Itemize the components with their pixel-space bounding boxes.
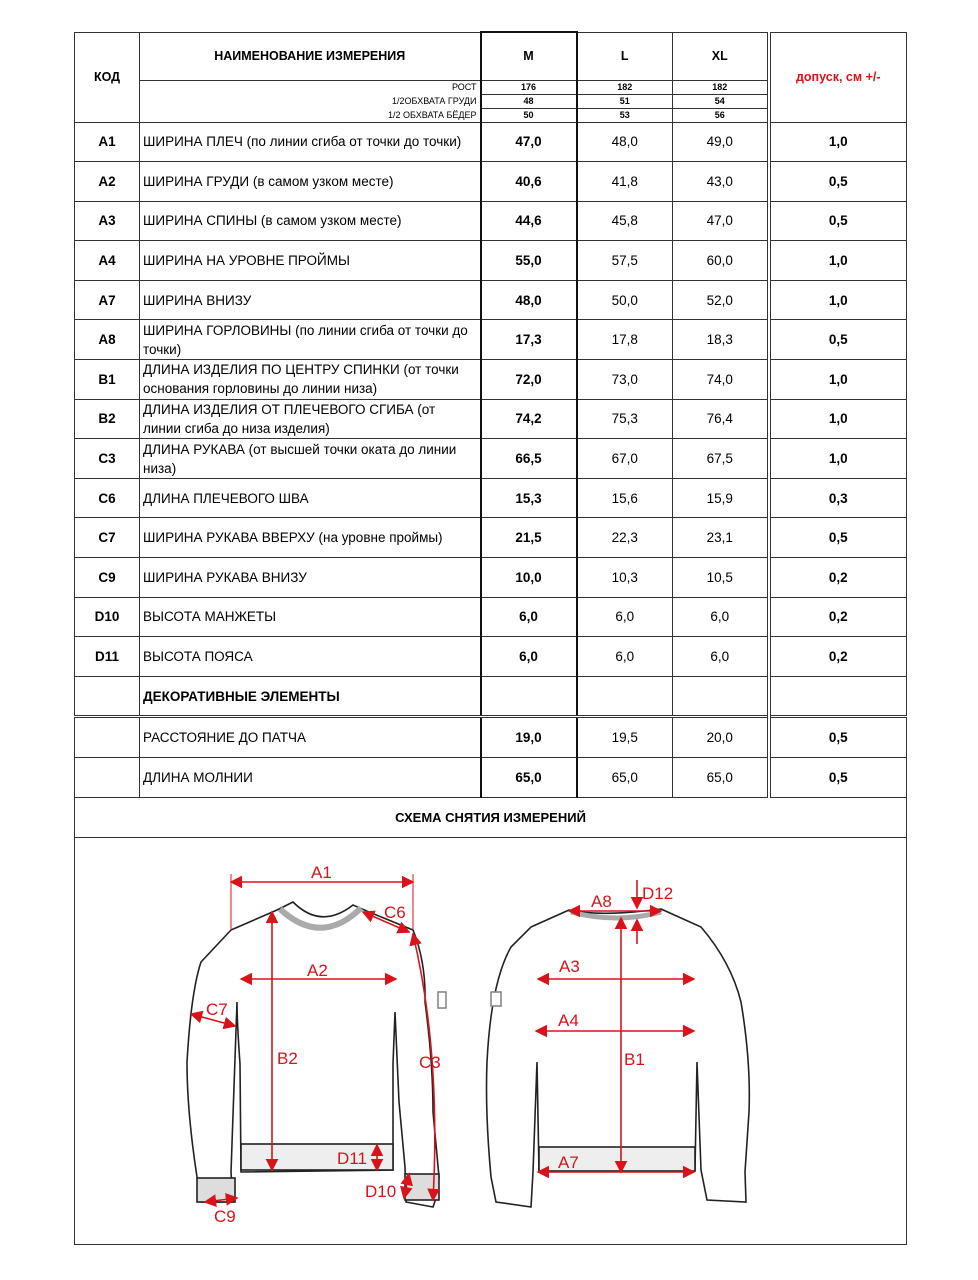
row-code: C7	[75, 518, 140, 558]
table-row	[75, 162, 907, 202]
table-row	[75, 597, 907, 637]
value-m: 17,3	[481, 320, 577, 360]
value-m: 6,0	[481, 597, 577, 637]
row-name: ШИРИНА СПИНЫ (в самом узком месте)	[140, 201, 481, 241]
scheme-title: СХЕМА СНЯТИЯ ИЗМЕРЕНИЙ	[75, 797, 907, 837]
param-value: 56	[673, 108, 769, 122]
value-xl: 23,1	[673, 518, 769, 558]
row-name: ДЛИНА ИЗДЕЛИЯ ПО ЦЕНТРУ СПИНКИ (от точки основания горловины до линии низа)	[140, 360, 481, 400]
row-name: ШИРИНА РУКАВА ВВЕРХУ (на уровне проймы)	[140, 518, 481, 558]
row-name: РАССТОЯНИЕ ДО ПАТЧА	[140, 717, 481, 758]
header-tolerance: допуск, см +/-	[769, 32, 907, 122]
value-xl: 43,0	[673, 162, 769, 202]
param-value: 176	[481, 80, 577, 94]
tolerance-value	[769, 676, 907, 717]
value-m	[481, 676, 577, 717]
value-l: 22,3	[577, 518, 673, 558]
value-xl: 76,4	[673, 399, 769, 439]
tolerance-value: 0,5	[769, 201, 907, 241]
tolerance-value: 0,3	[769, 478, 907, 518]
table-row	[75, 360, 907, 400]
label-b1: B1	[624, 1049, 645, 1069]
row-name: ДЛИНА ИЗДЕЛИЯ ОТ ПЛЕЧЕВОГО СГИБА (от линии сгиба до низа изделия)	[140, 399, 481, 439]
label-a4: A4	[558, 1010, 579, 1030]
tolerance-value: 1,0	[769, 399, 907, 439]
measurement-diagram	[75, 837, 907, 1244]
value-m: 48,0	[481, 280, 577, 320]
table-row	[75, 518, 907, 558]
value-l: 50,0	[577, 280, 673, 320]
value-xl: 52,0	[673, 280, 769, 320]
value-m: 40,6	[481, 162, 577, 202]
label-c7: C7	[206, 999, 228, 1019]
param-value: 182	[673, 80, 769, 94]
table-row	[75, 478, 907, 518]
measurement-table	[74, 31, 907, 1245]
value-l: 41,8	[577, 162, 673, 202]
row-name: ДЛИНА РУКАВА (от высшей точки оката до линии низа)	[140, 439, 481, 479]
value-l: 6,0	[577, 597, 673, 637]
row-name: ШИРИНА РУКАВА ВНИЗУ	[140, 558, 481, 598]
size-spec-sheet	[74, 31, 906, 1245]
table-row	[75, 241, 907, 281]
header-size-xl: XL	[673, 32, 769, 80]
value-m: 47,0	[481, 122, 577, 162]
row-code: D10	[75, 597, 140, 637]
value-l: 6,0	[577, 637, 673, 677]
tolerance-value: 0,2	[769, 558, 907, 598]
value-m: 65,0	[481, 758, 577, 798]
value-l: 65,0	[577, 758, 673, 798]
sweatshirt-diagram	[75, 838, 905, 1241]
value-m: 44,6	[481, 201, 577, 241]
label-a2: A2	[307, 960, 328, 980]
row-code: A1	[75, 122, 140, 162]
table-row	[75, 280, 907, 320]
value-l: 19,5	[577, 717, 673, 758]
param-value: 48	[481, 94, 577, 108]
row-name: ВЫСОТА ПОЯСА	[140, 637, 481, 677]
label-d10: D10	[365, 1181, 397, 1201]
tolerance-value: 0,5	[769, 518, 907, 558]
value-xl: 6,0	[673, 597, 769, 637]
header-name: НАИМЕНОВАНИЕ ИЗМЕРЕНИЯ	[140, 32, 481, 80]
value-xl: 15,9	[673, 478, 769, 518]
value-xl: 49,0	[673, 122, 769, 162]
label-d12: D12	[642, 883, 674, 903]
table-row	[75, 399, 907, 439]
tolerance-value: 0,2	[769, 597, 907, 637]
row-code: A3	[75, 201, 140, 241]
param-value: 50	[481, 108, 577, 122]
row-code: C6	[75, 478, 140, 518]
value-m: 10,0	[481, 558, 577, 598]
row-code: C9	[75, 558, 140, 598]
value-l: 67,0	[577, 439, 673, 479]
label-a7: A7	[558, 1152, 579, 1172]
label-c6: C6	[384, 902, 406, 922]
label-c3: C3	[419, 1052, 441, 1072]
label-c9: C9	[214, 1206, 236, 1226]
header-size-m: M	[481, 32, 577, 80]
row-code	[75, 758, 140, 798]
value-xl	[673, 676, 769, 717]
value-xl: 60,0	[673, 241, 769, 281]
row-code: A7	[75, 280, 140, 320]
value-xl: 65,0	[673, 758, 769, 798]
table-row	[75, 320, 907, 360]
row-code: B1	[75, 360, 140, 400]
table-row	[75, 201, 907, 241]
param-label: 1/2ОБХВАТА ГРУДИ	[140, 94, 481, 108]
table-row	[75, 122, 907, 162]
row-code: C3	[75, 439, 140, 479]
value-m: 74,2	[481, 399, 577, 439]
value-l: 73,0	[577, 360, 673, 400]
value-m: 72,0	[481, 360, 577, 400]
tolerance-value: 0,5	[769, 162, 907, 202]
value-l: 75,3	[577, 399, 673, 439]
value-xl: 18,3	[673, 320, 769, 360]
row-name: ШИРИНА ГРУДИ (в самом узком месте)	[140, 162, 481, 202]
row-code: B2	[75, 399, 140, 439]
label-a3: A3	[559, 956, 580, 976]
param-label: РОСТ	[140, 80, 481, 94]
value-l: 45,8	[577, 201, 673, 241]
value-xl: 10,5	[673, 558, 769, 598]
label-d11: D11	[337, 1148, 367, 1168]
table-row	[75, 637, 907, 677]
header-size-l: L	[577, 32, 673, 80]
value-xl: 74,0	[673, 360, 769, 400]
label-b2: B2	[277, 1048, 298, 1068]
param-value: 54	[673, 94, 769, 108]
row-code	[75, 676, 140, 717]
row-name: ШИРИНА ПЛЕЧ (по линии сгиба от точки до точки)	[140, 122, 481, 162]
row-code: A2	[75, 162, 140, 202]
value-l: 15,6	[577, 478, 673, 518]
value-l: 57,5	[577, 241, 673, 281]
value-l	[577, 676, 673, 717]
table-row	[75, 558, 907, 598]
table-row	[75, 758, 907, 798]
value-m: 6,0	[481, 637, 577, 677]
value-xl: 67,5	[673, 439, 769, 479]
value-xl: 47,0	[673, 201, 769, 241]
tolerance-value: 1,0	[769, 280, 907, 320]
label-a8: A8	[591, 891, 612, 911]
front-sweatshirt	[187, 902, 446, 1207]
param-value: 53	[577, 108, 673, 122]
row-name: ШИРИНА ВНИЗУ	[140, 280, 481, 320]
param-value: 51	[577, 94, 673, 108]
value-m: 66,5	[481, 439, 577, 479]
tolerance-value: 1,0	[769, 122, 907, 162]
row-name: ШИРИНА НА УРОВНЕ ПРОЙМЫ	[140, 241, 481, 281]
decorative-section-row	[75, 676, 907, 717]
tolerance-value: 1,0	[769, 241, 907, 281]
value-m: 15,3	[481, 478, 577, 518]
row-code: A8	[75, 320, 140, 360]
tolerance-value: 0,5	[769, 320, 907, 360]
tolerance-value: 0,5	[769, 717, 907, 758]
table-row	[75, 717, 907, 758]
value-m: 21,5	[481, 518, 577, 558]
row-code: D11	[75, 637, 140, 677]
value-l: 48,0	[577, 122, 673, 162]
row-code: A4	[75, 241, 140, 281]
tolerance-value: 1,0	[769, 360, 907, 400]
value-xl: 6,0	[673, 637, 769, 677]
row-code	[75, 717, 140, 758]
row-name: ШИРИНА ГОРЛОВИНЫ (по линии сгиба от точки до точки)	[140, 320, 481, 360]
tolerance-value: 0,5	[769, 758, 907, 798]
row-name: ДЛИНА ПЛЕЧЕВОГО ШВА	[140, 478, 481, 518]
row-name: ВЫСОТА МАНЖЕТЫ	[140, 597, 481, 637]
table-row	[75, 439, 907, 479]
back-sweatshirt	[487, 909, 750, 1207]
param-label: 1/2 ОБХВАТА БЁДЕР	[140, 108, 481, 122]
value-l: 17,8	[577, 320, 673, 360]
label-a1: A1	[311, 862, 332, 882]
value-xl: 20,0	[673, 717, 769, 758]
header-code: КОД	[75, 32, 140, 122]
tolerance-value: 1,0	[769, 439, 907, 479]
decorative-title: ДЕКОРАТИВНЫЕ ЭЛЕМЕНТЫ	[140, 676, 481, 717]
tolerance-value: 0,2	[769, 637, 907, 677]
param-value: 182	[577, 80, 673, 94]
row-name: ДЛИНА МОЛНИИ	[140, 758, 481, 798]
value-m: 19,0	[481, 717, 577, 758]
value-l: 10,3	[577, 558, 673, 598]
value-m: 55,0	[481, 241, 577, 281]
